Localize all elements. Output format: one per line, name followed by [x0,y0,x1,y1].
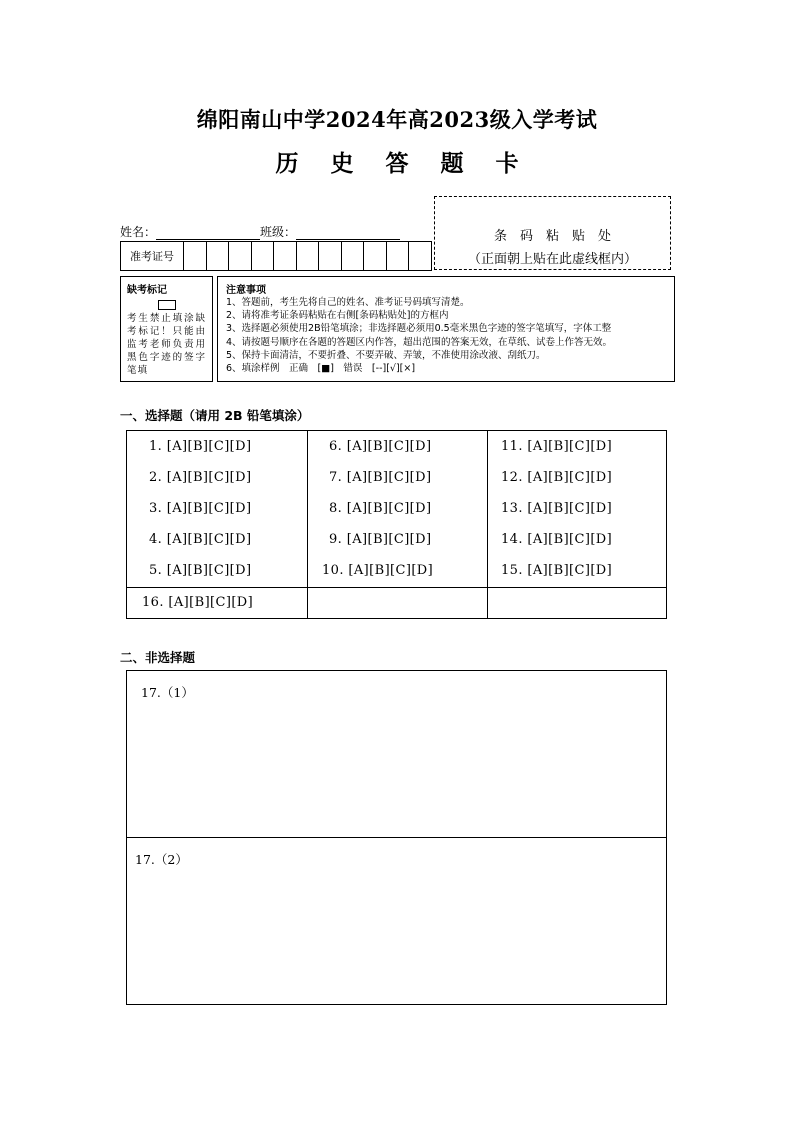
note-item: 4、请按题号顺序在各题的答题区内作答，超出范围的答案无效，在草纸、试卷上作答无效。 [226,336,613,348]
mcq-question[interactable]: 5. [A][B][C][D] [149,563,252,578]
mcq-question[interactable]: 9. [A][B][C][D] [329,532,432,547]
mcq-question[interactable]: 13. [A][B][C][D] [501,501,613,516]
mcq-question[interactable]: 6. [A][B][C][D] [329,439,432,454]
mcq-question[interactable]: 8. [A][B][C][D] [329,501,432,516]
barcode-area [434,196,671,270]
section-mcq-title: 一、选择题（请用 2B 铅笔填涂） [120,408,310,423]
grid-divider [127,587,666,588]
exam-id-cell[interactable] [319,242,342,270]
name-field[interactable] [120,223,260,240]
absent-mark-box [120,276,213,382]
mcq-question[interactable]: 4. [A][B][C][D] [149,532,252,547]
exam-id-cell[interactable] [252,242,275,270]
class-label: 班级： [260,225,297,239]
mcq-question[interactable]: 16. [A][B][C][D] [142,595,254,610]
grid-divider [307,431,308,618]
mcq-question[interactable]: 1. [A][B][C][D] [149,439,252,454]
exam-id-cell[interactable] [409,242,431,270]
mcq-question[interactable]: 12. [A][B][C][D] [501,470,613,485]
name-label: 姓名： [120,225,157,239]
class-blank[interactable] [296,226,400,240]
answer-label: 17.（1） [141,685,194,700]
exam-id-cell[interactable] [387,242,410,270]
exam-id-cell[interactable] [342,242,365,270]
mcq-question[interactable]: 7. [A][B][C][D] [329,470,432,485]
section-essay-title: 二、非选择题 [120,650,196,665]
notes-title: 注意事项 [226,285,266,296]
mcq-question[interactable]: 3. [A][B][C][D] [149,501,252,516]
exam-id-cell[interactable] [364,242,387,270]
note-item: 1、答题前，考生先将自己的姓名、准考证号码填写清楚。 [226,297,470,308]
note-item: 5、保持卡面清洁，不要折叠、不要弄破、弄皱，不准使用涂改液、刮纸刀。 [226,349,546,361]
barcode-title: 条码粘贴处 [493,229,624,244]
exam-id-label: 准考证号 [121,242,184,270]
exam-id-cell[interactable] [274,242,297,270]
mcq-question[interactable]: 15. [A][B][C][D] [501,563,613,578]
absent-text: 考生禁止填涂缺考标记！只能由监考老师负责用黑色字迹的签字笔填 [127,313,206,376]
mcq-question[interactable]: 10. [A][B][C][D] [322,563,434,578]
absent-title: 缺考标记 [127,285,167,296]
mcq-question[interactable]: 11. [A][B][C][D] [501,439,613,454]
barcode-note: （正面朝上贴在此虚线框内） [467,252,637,267]
mcq-question[interactable]: 14. [A][B][C][D] [501,532,613,547]
exam-id-cell[interactable] [184,242,207,270]
exam-id-cell[interactable] [207,242,230,270]
answer-box-17-2[interactable] [126,837,667,1005]
absent-checkbox[interactable] [158,300,176,310]
exam-id-cell[interactable] [229,242,252,270]
answer-box-17-1[interactable] [126,670,667,838]
exam-title: 绵阳南山中学2024年高2023级入学考试 [196,107,598,132]
card-title: 历 史 答 题 卡 [275,150,531,177]
note-item: 3、选择题必须使用2B铅笔填涂；非选择题必须用0.5毫米黑色字迹的签字笔填写，字体工整 [226,323,612,335]
exam-id-row [120,241,432,271]
answer-label: 17.（2） [135,852,188,867]
note-item: 2、请将准考证条码粘贴在右侧[条码粘贴处]的方框内 [226,310,449,322]
name-blank[interactable] [156,226,260,240]
mcq-grid [126,430,667,619]
mcq-question[interactable]: 2. [A][B][C][D] [149,470,252,485]
notes-box [217,276,675,382]
class-field[interactable] [260,223,400,240]
note-item: 6、填涂样例 正确 [■] 错误 [--][√][×] [226,363,416,375]
grid-divider [487,431,488,618]
exam-id-cell[interactable] [297,242,320,270]
